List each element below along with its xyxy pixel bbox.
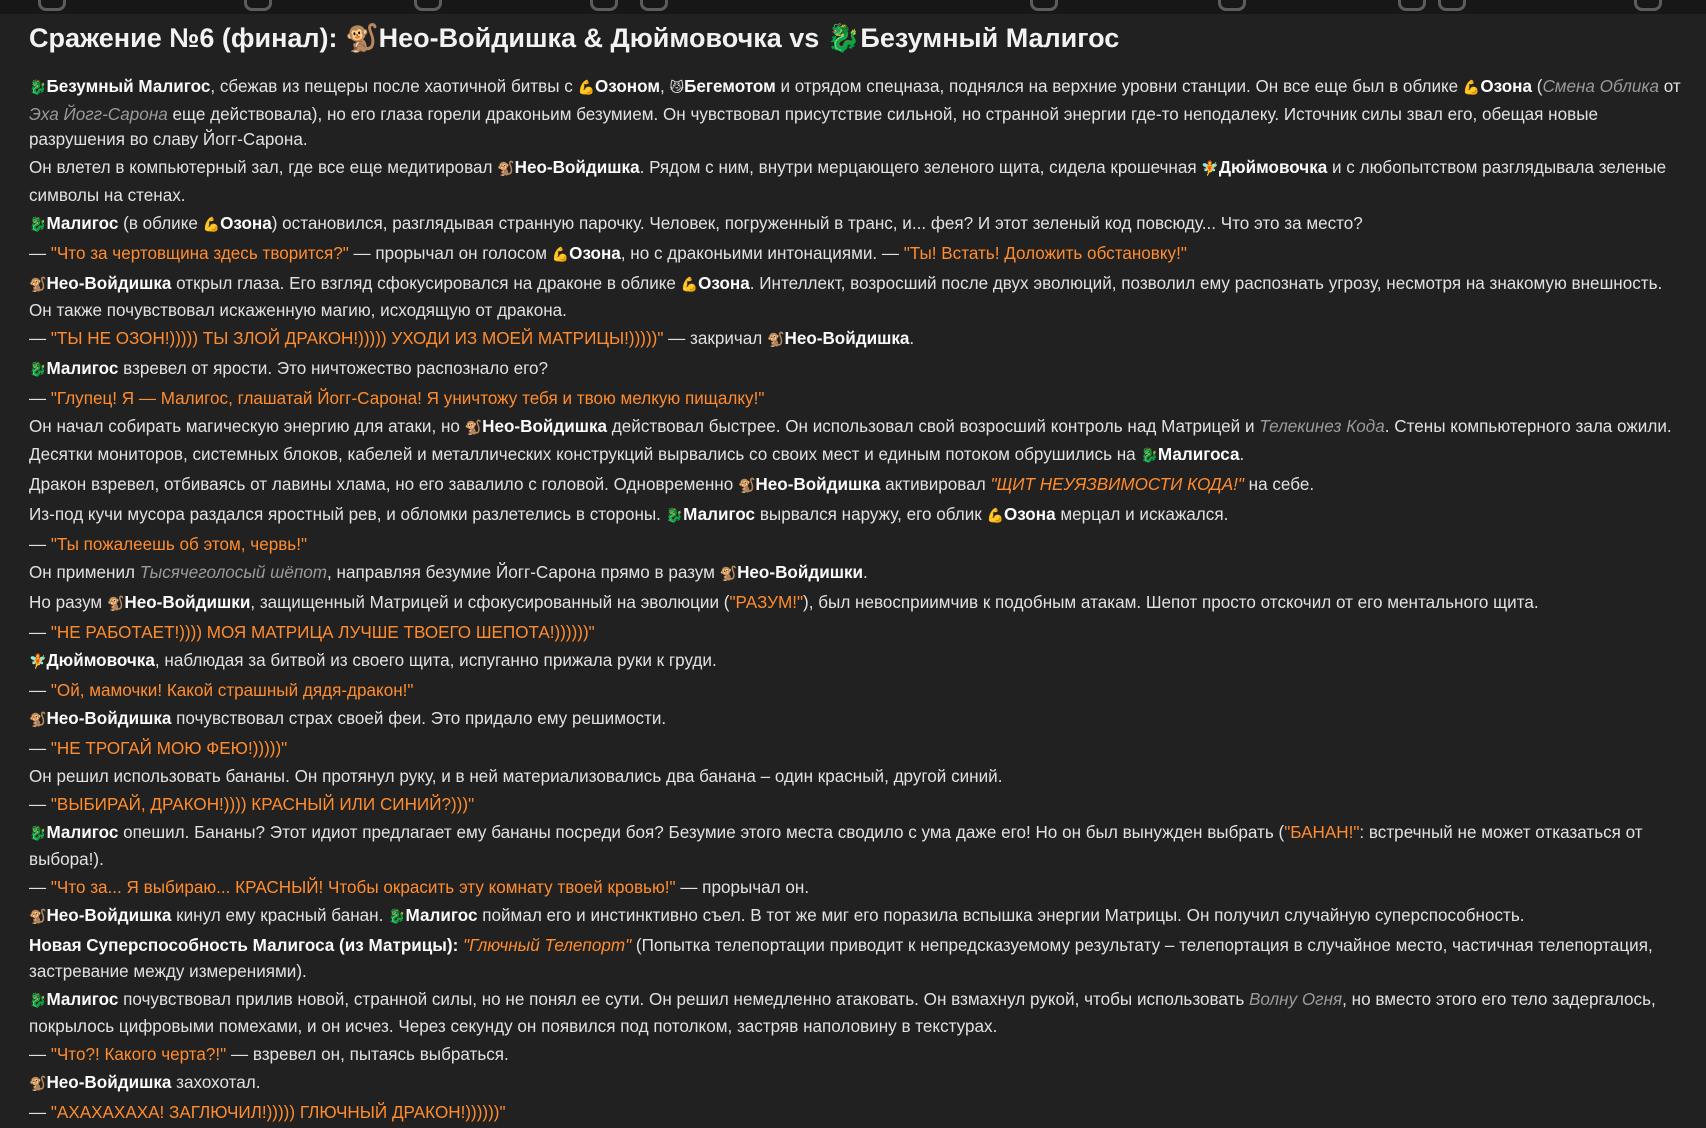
top-toolbar	[0, 0, 1706, 14]
story-paragraph	[29, 532, 1689, 558]
text-run: —	[29, 878, 51, 897]
text-run: почувствовал прилив новой, странной силы, но не понял ее сути. Он решил немедленно атаковать. Он взмахнул рукой, чтобы использовать	[118, 989, 1249, 1009]
text-run: Нео-Войдишка	[514, 158, 640, 177]
text-run: "Ты! Встать! Доложить обстановку!"	[903, 243, 1187, 263]
text-run: .	[909, 329, 915, 348]
text-run: , но вместо этого его тело задергалось, покрылось цифровыми помехами, и он исчез. Через секунду он появился под потолком, застряв наполовину в текстурах.	[29, 989, 1656, 1036]
text-run: на себе.	[1243, 474, 1315, 494]
text-run: Волну Огня	[1249, 989, 1343, 1009]
text-run: "ВЫБИРАЙ, ДРАКОН!)))) КРАСНЫЙ ИЛИ СИНИЙ?)))"	[50, 794, 475, 814]
text-run: еще действовала), но его глаза горели драконьим безумием. Он чувствовал присутствие сильной, но странной энергии где-то неподалеку. Источник силы звал его, обещая новые разрушения во славу Йогг-Сарона.	[29, 104, 1598, 149]
emoji-icon: 🐒	[29, 909, 47, 925]
emoji-icon: 🐉	[29, 992, 47, 1009]
text-icon[interactable]	[414, 0, 442, 11]
text-run: взревел от ярости. Это ничтожество распознало его?	[118, 359, 549, 378]
emoji-icon: 🐒	[719, 565, 738, 582]
text-run: "Глупец! Я — Малигос, глашатай Йогг-Сарона! Я уничтожу тебя и твою мелкую пищалку!"	[50, 389, 765, 408]
text-run: —	[29, 1103, 51, 1122]
emoji-icon: 🐒	[497, 161, 515, 177]
text-run: Озона	[569, 243, 621, 263]
page-title: Сражение №6 (финал): 🐒Нео-Войдишка & Дюймовочка vs 🐉Безумный Малигос	[29, 23, 1120, 53]
text-run: —	[29, 1045, 51, 1064]
story-paragraph	[29, 326, 1689, 354]
story-paragraph	[29, 620, 1689, 646]
story-paragraph	[29, 678, 1689, 704]
text-run: мерцал и искажался.	[1055, 504, 1229, 524]
text-run: "Что за... Я выбираю... КРАСНЫЙ! Чтобы окрасить эту комнату твоей кровью!"	[50, 878, 676, 897]
story-paragraph	[29, 590, 1689, 618]
story-paragraph	[29, 1042, 1689, 1068]
story-paragraph	[29, 933, 1689, 984]
emoji-icon: 💪	[986, 507, 1004, 524]
text-run: Малигос	[46, 359, 119, 378]
emoji-icon: 💪	[1462, 80, 1481, 96]
story-paragraph	[29, 502, 1689, 530]
text-run: Он начал собирать магическую энергию для атаки, но	[29, 417, 465, 436]
window-icon[interactable]	[1634, 0, 1662, 11]
text-run: Дракон взревел, отбиваясь от лавины хлама, но его завалило с головой. Одновременно	[29, 474, 738, 494]
text-run: Малигоса	[1157, 444, 1240, 464]
story-paragraph	[29, 386, 1689, 412]
text-run: "ЩИТ НЕУЯЗВИМОСТИ КОДА!"	[990, 474, 1244, 494]
text-run: . Стены компьютерного зала ожили. Десятки мониторов, системных блоков, кабелей и металлических конструкций вырвались со своих мест и единым потоком обрушились на	[29, 417, 1672, 464]
story-paragraph	[29, 736, 1689, 762]
text-run: — взревел он, пытаясь выбраться.	[226, 1045, 509, 1064]
account-icon[interactable]	[1438, 0, 1466, 11]
text-run: "НЕ РАБОТАЕТ!)))) МОЯ МАТРИЦА ЛУЧШЕ ТВОЕГО ШЕПОТА!))))))"	[50, 622, 595, 642]
text-run: Озона	[1480, 77, 1532, 96]
emoji-icon: 🐉	[29, 825, 47, 842]
text-run: Нео-Войдишка	[46, 906, 172, 925]
text-run: —	[29, 794, 51, 814]
story-paragraph	[29, 271, 1689, 324]
emoji-icon: 💪	[680, 276, 699, 293]
text-run: "Ты пожалеешь об этом, червь!"	[50, 534, 308, 554]
text-run: . Интеллект, возросший после двух эволюций, позволил ему распознать угрозу, несмотря на знакомую внешность. Он также почувствовал искаженную магию, исходящую от дракона.	[29, 273, 1663, 320]
text-run: активировал	[880, 474, 991, 494]
text-run: : встречный не может отказаться от выбора!).	[29, 822, 1643, 869]
text-run: Из-под кучи мусора раздался яростный рев, и обломки разлетелись в стороны.	[29, 504, 666, 524]
emoji-icon: 🧚	[1201, 161, 1219, 177]
story-paragraph	[29, 560, 1689, 588]
emoji-icon: 🐒	[737, 477, 756, 494]
text-run: и отрядом спецназа, поднялся на верхние уровни станции. Он все еще был в облике	[775, 77, 1463, 96]
text-run: — прорычал он.	[675, 878, 810, 897]
home-icon[interactable]	[38, 0, 66, 11]
text-run: Нео-Войдишки	[124, 592, 251, 612]
text-run: Малигос	[46, 213, 119, 233]
emoji-icon: 🐉	[29, 216, 47, 233]
text-run: —	[29, 243, 51, 263]
text-run: (в облике	[118, 213, 203, 233]
text-run: "Что?! Какого черта?!"	[50, 1045, 227, 1064]
text-run: Дюймовочка	[1218, 158, 1328, 177]
story-paragraph	[29, 987, 1689, 1040]
text-run: кинул ему красный банан.	[171, 906, 389, 925]
emoji-icon: 🐉	[29, 80, 47, 96]
story-paragraph	[29, 414, 1689, 469]
story-paragraph	[29, 356, 1689, 384]
text-run: Безумный Малигос	[46, 77, 211, 96]
pin-icon[interactable]	[244, 0, 272, 11]
text-run: "НЕ ТРОГАЙ МОЮ ФЕЮ!)))))"	[50, 738, 288, 758]
story-paragraph	[29, 706, 1689, 734]
text-run: ,	[660, 77, 670, 96]
emoji-icon: 💪	[577, 80, 595, 96]
text-run: Он влетел в компьютерный зал, где все еще медитировал	[29, 158, 498, 177]
emoji-icon: 🐒	[29, 711, 47, 728]
text-run: Малигос	[405, 906, 478, 925]
text-run: и с любопытством разглядывала зеленые символы на стенах.	[29, 158, 1667, 205]
text-run: "РАЗУМ!"	[729, 592, 804, 612]
lock-icon[interactable]	[590, 0, 618, 11]
emoji-icon: 🐒	[767, 332, 785, 348]
story-paragraph	[29, 155, 1689, 208]
text-run: — прорычал он голосом	[348, 243, 552, 263]
emoji-icon: 💪	[202, 216, 221, 233]
text-run: —	[29, 534, 51, 554]
story-paragraph	[29, 211, 1689, 239]
book-icon[interactable]	[640, 0, 668, 11]
emoji-icon: 🐒	[106, 595, 125, 612]
emoji-icon: 🧚	[29, 653, 47, 670]
emoji-icon: 😼	[669, 80, 685, 96]
text-run: , наблюдая за битвой из своего щита, испуганно прижала руки к груди.	[154, 650, 717, 670]
text-run: Нео-Войдишка	[46, 273, 172, 293]
text-run: —	[29, 329, 51, 348]
text-run: "ТЫ НЕ ОЗОН!))))) ТЫ ЗЛОЙ ДРАКОН!))))) УХОДИ ИЗ МОЕЙ МАТРИЦЫ!)))))"	[50, 329, 664, 348]
story-text	[29, 74, 1689, 1126]
emoji-icon: 🐉	[388, 909, 406, 925]
emoji-icon: 💪	[551, 246, 570, 263]
text-run: Малигос	[683, 504, 756, 524]
text-run: Озона	[1003, 504, 1056, 524]
story-paragraph	[29, 875, 1689, 901]
text-run: Но разум	[29, 592, 107, 612]
text-run: . Рядом с ним, внутри мерцающего зеленого щита, сидела крошечная	[639, 158, 1202, 177]
settings-icon[interactable]	[1030, 0, 1058, 11]
text-run: Малигос	[46, 822, 119, 842]
story-paragraph	[29, 472, 1689, 500]
text-run: Нео-Войдишка	[482, 417, 608, 436]
text-run: Озона	[220, 213, 272, 233]
text-run: "Ой, мамочки! Какой страшный дядя-дракон!"	[50, 680, 414, 700]
text-run: .	[1239, 444, 1245, 464]
text-run: Нео-Войдишка	[46, 1073, 172, 1092]
text-run: ) остановился, разглядывая странную парочку. Человек, погруженный в транс, и... фея? И этот зеленый код повсюду... Что это за место?	[271, 213, 1363, 233]
text-run: , сбежав из пещеры после хаотичной битвы с	[210, 77, 578, 96]
text-run: поймал его и инстинктивно съел. В тот же миг его поразила вспышка энергии Матрицы. Он получил случайную суперспособность.	[477, 906, 1525, 925]
text-run: , направляя безумие Йогг-Сарона прямо в разум	[327, 562, 720, 582]
emoji-icon: 🐒	[29, 276, 47, 293]
story-paragraph	[29, 903, 1689, 931]
text-run: Он решил использовать бананы. Он протянул руку, и в ней материализовались два банана – один красный, другой синий.	[29, 766, 1003, 786]
text-run: (Попытка телепортации приводит к непредсказуемому результату – телепортация в случайное место, частичная телепортация, застревание между измерениями).	[29, 936, 1653, 981]
text-run: Бегемотом	[684, 77, 776, 96]
text-run: открыл глаза. Его взгляд сфокусировался на драконе в облике	[171, 273, 681, 293]
emoji-icon: 🐒	[29, 1076, 47, 1092]
text-run: Нео-Войдишка	[784, 329, 910, 348]
text-run: опешил. Бананы? Этот идиот предлагает ему бананы посреди боя? Безумие этого места сводило с ума даже его! Но он был вынужден выбрать (	[118, 822, 1285, 842]
message-content	[29, 20, 1689, 1128]
text-run: Дюймовочка	[46, 650, 155, 670]
text-run: —	[29, 680, 51, 700]
text-run: вырвался наружу, его облик	[755, 504, 987, 524]
text-run: Озона	[698, 273, 750, 293]
text-run: —	[29, 389, 51, 408]
story-paragraph	[29, 74, 1689, 153]
text-run: ), был невосприимчив к подобным атакам. Шепот просто отскочил от его ментального щита.	[803, 592, 1539, 612]
emoji-icon: 🐉	[665, 507, 684, 524]
emoji-icon: 🐉	[1140, 447, 1158, 464]
text-run: захохотал.	[171, 1073, 261, 1092]
text-run: "АХАХАХАХА! ЗАГЛЮЧИЛ!))))) ГЛЮЧНЫЙ ДРАКОН!))))))"	[50, 1103, 506, 1122]
text-run: , но с драконьими интонациями. —	[620, 243, 904, 263]
text-run: "Глючный Телепорт"	[463, 936, 632, 955]
text-run: Он применил	[29, 562, 140, 582]
text-run: (	[1532, 77, 1543, 96]
story-paragraph	[29, 764, 1689, 790]
text-run: Тысячеголосый шёпот	[139, 562, 328, 582]
text-run: Новая Суперспособность Малигоса (из Матрицы):	[29, 936, 464, 955]
text-run: Малигос	[46, 989, 119, 1009]
emoji-icon: 🐉	[29, 362, 47, 378]
story-paragraph	[29, 1070, 1689, 1098]
story-paragraph	[29, 241, 1689, 269]
text-run: Озоном	[595, 77, 660, 96]
text-run: Эха Йогг-Сарона	[29, 104, 168, 124]
story-paragraph	[29, 792, 1689, 818]
text-run: .	[863, 562, 868, 582]
gift-icon[interactable]	[1218, 0, 1246, 11]
text-run: действовал быстрее. Он использовал свой возросший контроль над Матрицей и	[607, 417, 1260, 436]
text-run: — закричал	[663, 329, 768, 348]
text-run: "Что за чертовщина здесь творится?"	[50, 243, 349, 263]
text-run: —	[29, 622, 51, 642]
text-run: почувствовал страх своей феи. Это придало ему решимости.	[171, 708, 667, 728]
text-run: Нео-Войдишки	[737, 562, 864, 582]
chat-icon[interactable]	[1398, 0, 1426, 11]
story-paragraph	[29, 820, 1689, 873]
text-run: , защищенный Матрицей и сфокусированный на эволюции (	[250, 592, 730, 612]
text-run: от	[1658, 77, 1681, 96]
text-run: Нео-Войдишка	[755, 474, 881, 494]
text-run: Телекинез Кода	[1259, 417, 1385, 436]
text-run: Смена Облика	[1542, 77, 1659, 96]
story-paragraph	[29, 648, 1689, 676]
text-run: Нео-Войдишка	[46, 708, 172, 728]
text-run: "БАНАН!"	[1284, 822, 1360, 842]
emoji-icon: 🐒	[464, 420, 483, 436]
text-run: —	[29, 738, 51, 758]
